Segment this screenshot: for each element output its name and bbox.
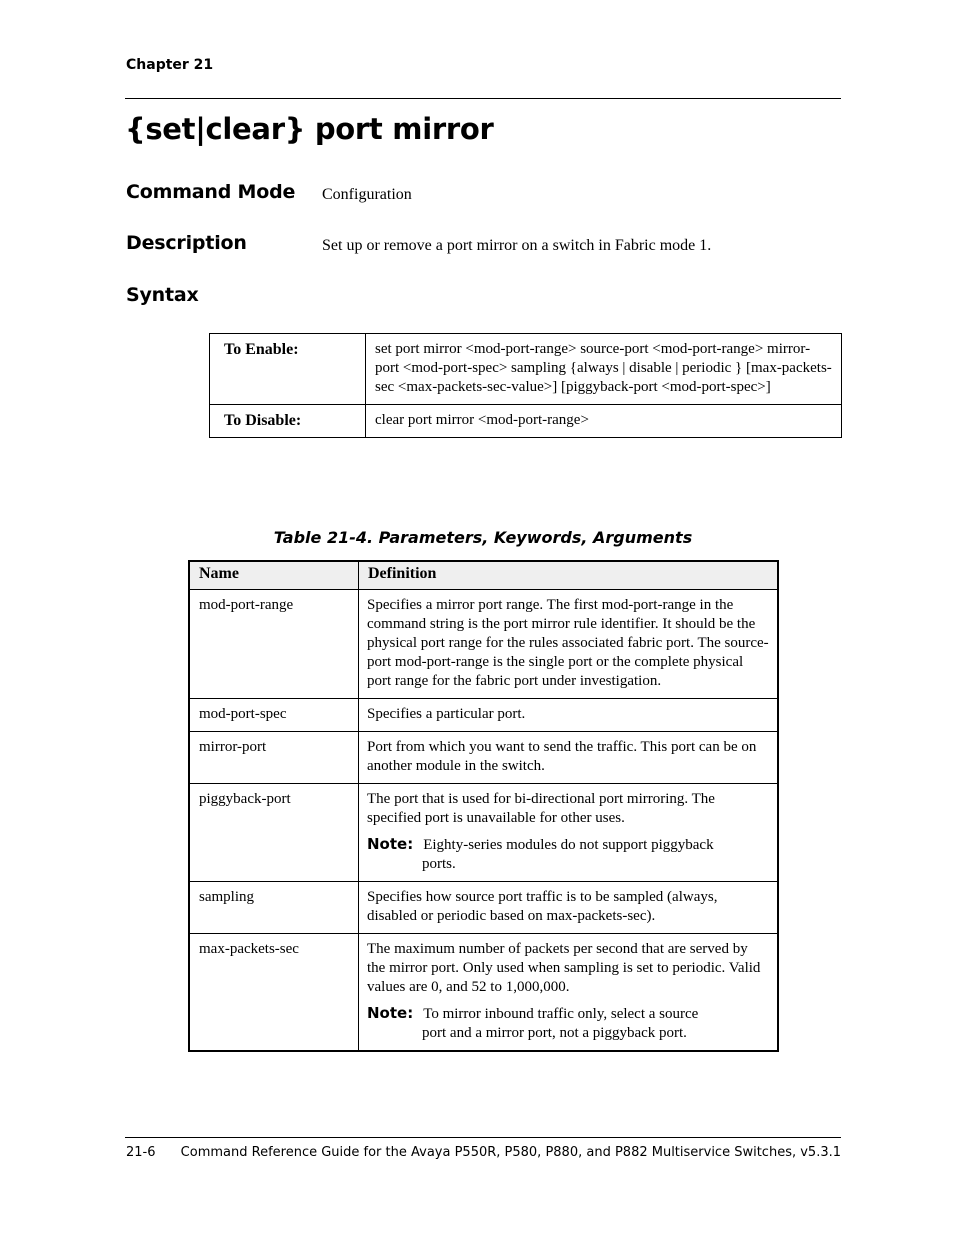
header-rule	[125, 98, 841, 99]
param-name: piggyback-port	[189, 784, 359, 882]
syntax-enable-value: set port mirror <mod-port-range> source-port <mod-port-range> mirror-port <mod-port-spec> sampling {always | disable | periodic } [max-packets-sec <max-packets-sec-value>] [piggyback-port <mod-port-spec>]	[366, 334, 842, 405]
table-row	[189, 732, 778, 784]
footer-rule	[125, 1137, 841, 1138]
param-definition-cell	[359, 784, 779, 882]
syntax-disable-value: clear port mirror <mod-port-range>	[366, 405, 842, 438]
note-block	[367, 1004, 769, 1043]
description-text: Set up or remove a port mirror on a switch in Fabric mode 1.	[322, 237, 712, 254]
param-name: sampling	[189, 882, 359, 934]
note-block	[367, 835, 769, 874]
table-row	[210, 334, 842, 405]
note-text: Eighty-series modules do not support piggyback	[423, 837, 714, 853]
page-title: {set|clear} port mirror	[125, 112, 494, 146]
column-header-name: Name	[189, 561, 359, 590]
param-name: mod-port-range	[189, 590, 359, 699]
table-row	[210, 405, 842, 438]
syntax-enable-label: To Enable:	[210, 334, 366, 405]
syntax-heading: Syntax	[126, 284, 199, 306]
syntax-table	[209, 333, 842, 438]
column-header-definition: Definition	[359, 561, 779, 590]
param-definition: The port that is used for bi-directional port mirroring. The specified port is unavailable for other uses.	[367, 791, 715, 826]
table-row	[189, 882, 778, 934]
param-definition-cell	[359, 934, 779, 1052]
page-number: 21-6	[126, 1145, 156, 1160]
table-row	[189, 934, 778, 1052]
note-text-continued: port and a mirror port, not a piggyback port.	[422, 1025, 687, 1041]
param-name: mirror-port	[189, 732, 359, 784]
param-definition: Specifies a particular port.	[359, 699, 779, 732]
param-definition: Port from which you want to send the traffic. This port can be on another module in the switch.	[359, 732, 779, 784]
table-row	[189, 590, 778, 699]
note-label: Note:	[367, 1004, 414, 1022]
command-mode-value: Configuration	[322, 186, 412, 203]
table-header-row	[189, 561, 778, 590]
parameters-table	[188, 560, 779, 1052]
note-label: Note:	[367, 835, 414, 853]
param-name: max-packets-sec	[189, 934, 359, 1052]
param-name: mod-port-spec	[189, 699, 359, 732]
param-definition: The maximum number of packets per second that are served by the mirror port. Only used when sampling is set to periodic. Valid values are 0, and 52 to 1,000,000.	[367, 941, 761, 995]
footer-doc-title: Command Reference Guide for the Avaya P550R, P580, P880, and P882 Multiservice Switches, v5.3.1	[180, 1145, 841, 1160]
syntax-disable-label: To Disable:	[210, 405, 366, 438]
chapter-label: Chapter 21	[126, 57, 214, 73]
param-definition: Specifies a mirror port range. The first mod-port-range in the command string is the port mirror rule identifier. It should be the physical port range for the rules associated fabric port. The source-port mod-port-range is the single port or the complete physical port range for the fabric port under investigation.	[359, 590, 779, 699]
note-text: To mirror inbound traffic only, select a source	[423, 1006, 699, 1022]
table-row	[189, 784, 778, 882]
param-definition: Specifies how source port traffic is to be sampled (always, disabled or periodic based on max-packets-sec).	[359, 882, 779, 934]
note-text-continued: ports.	[422, 856, 456, 872]
description-heading: Description	[126, 232, 247, 254]
table-caption: Table 21-4. Parameters, Keywords, Arguments	[273, 528, 693, 547]
table-row	[189, 699, 778, 732]
command-mode-heading: Command Mode	[126, 181, 296, 203]
